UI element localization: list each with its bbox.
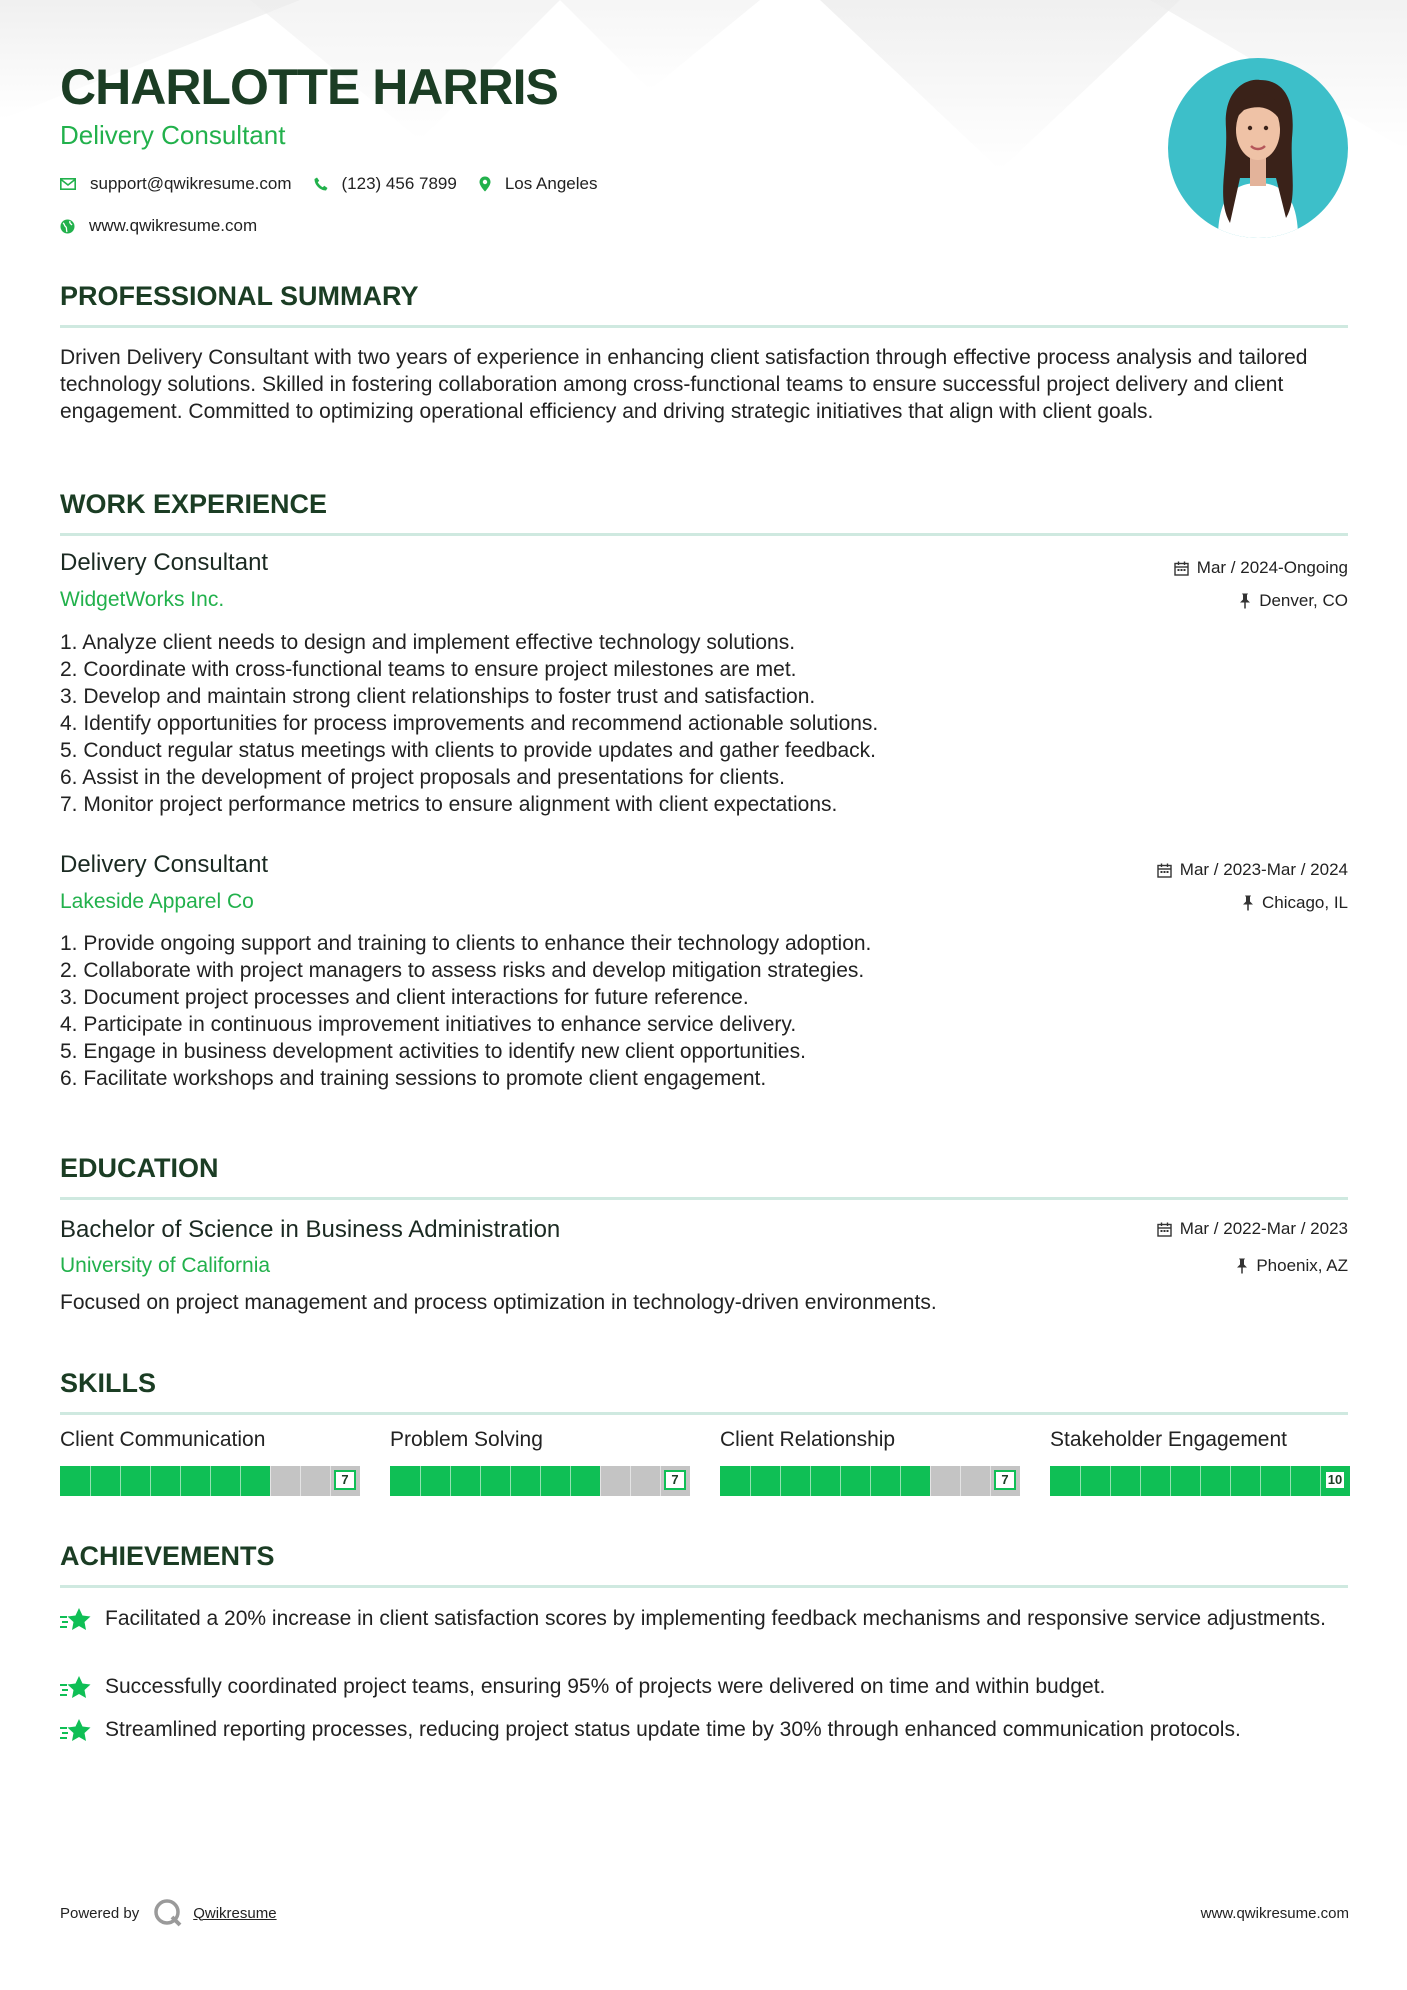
skill-name: Client Relationship: [720, 1428, 896, 1451]
section-heading-achievements: [60, 1541, 1348, 1572]
website-text: www.qwikresume.com: [89, 216, 258, 235]
list-item: 6. Assist in the development of project proposals and presentations for clients.: [60, 766, 785, 789]
calendar-icon: [1157, 1222, 1172, 1237]
skill-bar-segment: [1320, 1466, 1321, 1496]
skill-bar-segment: [900, 1466, 901, 1496]
profile-photo-illustration: [1168, 58, 1348, 238]
pin-icon: [1242, 895, 1254, 911]
list-item: 4. Identify opportunities for process improvements and recommend actionable solutions.: [60, 712, 879, 735]
email-text: support@qwikresume.com: [90, 174, 292, 193]
achievements-heading-text: ACHIEVEMENTS: [60, 1541, 275, 1571]
education-description: Focused on project management and process optimization in technology-driven environments.: [60, 1291, 937, 1314]
achievement-text: Successfully coordinated project teams, ensuring 95% of projects were delivered on time and within budget.: [105, 1675, 1106, 1698]
phone-icon: [314, 177, 328, 191]
skill-bar-segment: [750, 1466, 751, 1496]
globe-icon: [60, 219, 75, 234]
skill-name: Client Communication: [60, 1428, 266, 1451]
section-divider: [60, 1412, 1348, 1415]
skill-bar-segment: [510, 1466, 511, 1496]
job-dates-text: Mar / 2023-Mar / 2024: [1179, 860, 1348, 879]
skill-bar-segment: [1170, 1466, 1171, 1496]
job-title-1: Delivery Consultant: [60, 549, 269, 576]
experience-heading-text: WORK EXPERIENCE: [60, 489, 328, 519]
skill-bar-segment: [930, 1466, 931, 1496]
contact-email[interactable]: [60, 174, 292, 194]
calendar-icon: [1157, 863, 1172, 878]
list-item: 2. Collaborate with project managers to assess risks and develop mitigation strategies.: [60, 959, 865, 982]
skill-bar-segment: [600, 1466, 601, 1496]
skill-bar-segment: [660, 1466, 661, 1496]
job-location-1: [1239, 591, 1348, 611]
skill-level-value: 7: [334, 1470, 356, 1490]
skill-bar-segment: [90, 1466, 91, 1496]
skill-bar-segment: [210, 1466, 211, 1496]
contact-row-secondary: [60, 216, 279, 236]
skill-bar-segment: [420, 1466, 421, 1496]
list-item: 3. Document project processes and client interactions for future reference.: [60, 986, 749, 1009]
map-pin-icon: [479, 176, 491, 192]
skill-bar-segment: [1260, 1466, 1261, 1496]
section-heading-skills: [60, 1368, 1348, 1399]
skill-bar-segment: [120, 1466, 121, 1496]
skill-bar-segment: [1110, 1466, 1111, 1496]
skills-list: [60, 1428, 1348, 1496]
achievement-item: [60, 1716, 1348, 1744]
skill-level-value: 7: [994, 1470, 1016, 1490]
contact-website[interactable]: [60, 216, 257, 236]
education-location: [1236, 1256, 1348, 1276]
footer-website[interactable]: www.qwikresume.com: [1200, 1905, 1349, 1922]
skill-bar-segment: [840, 1466, 841, 1496]
achievement-item: [60, 1605, 1348, 1633]
phone-text: (123) 456 7899: [341, 174, 457, 193]
skill-bar-segment: [1140, 1466, 1141, 1496]
contact-location: [479, 174, 598, 194]
list-item: 2. Coordinate with cross-functional teams to ensure project milestones are met.: [60, 658, 797, 681]
skill-bar-segment: [1290, 1466, 1291, 1496]
contact-phone[interactable]: [314, 174, 457, 194]
pin-icon: [1236, 1258, 1248, 1274]
summary-text: Driven Delivery Consultant with two years of experience in enhancing client satisfaction through effective process analysis and tailored technology solutions. Skilled in fostering collaboration among cross-functional teams to ensure successful project delivery and client engagement. Committed to optimizing operational efficiency and driving strategic initiatives that align with client goals.: [60, 346, 1308, 423]
job-location-text: Denver, CO: [1259, 591, 1348, 610]
skill-item: [1050, 1428, 1350, 1496]
list-item: 4. Participate in continuous improvement initiatives to enhance service delivery.: [60, 1013, 797, 1036]
education-dates: [1157, 1219, 1348, 1239]
achievement-item: [60, 1673, 1348, 1701]
job-dates-text: Mar / 2024-Ongoing: [1196, 558, 1348, 577]
skill-bar-segment: [810, 1466, 811, 1496]
skill-bar-segment: [1230, 1466, 1231, 1496]
list-item: 7. Monitor project performance metrics to ensure alignment with client expectations.: [60, 793, 838, 816]
section-heading-summary: [60, 281, 1348, 312]
skill-item: [60, 1428, 360, 1496]
job-dates-2: [1157, 860, 1348, 880]
job-responsibilities-1: [60, 629, 1348, 818]
star-icon: [60, 1607, 92, 1633]
job-dates-1: [1174, 558, 1348, 578]
job-company-2: Lakeside Apparel Co: [60, 890, 254, 913]
qwikresume-logo-icon: [153, 1898, 183, 1928]
list-item: 6. Facilitate workshops and training sessions to promote client engagement.: [60, 1067, 767, 1090]
pin-icon: [1239, 593, 1251, 609]
education-school: University of California: [60, 1254, 271, 1277]
skill-level-fill: [720, 1466, 930, 1496]
skill-bar-segment: [240, 1466, 241, 1496]
location-text: Los Angeles: [504, 174, 598, 193]
skills-heading-text: SKILLS: [60, 1368, 157, 1398]
job-location-2: [1242, 893, 1348, 913]
skill-name: Problem Solving: [390, 1428, 543, 1451]
skill-bar-segment: [780, 1466, 781, 1496]
skill-bar-segment: [990, 1466, 991, 1496]
education-heading-text: EDUCATION: [60, 1153, 219, 1183]
section-heading-experience: [60, 489, 1348, 520]
list-item: 1. Provide ongoing support and training to clients to enhance their technology adoption.: [60, 932, 872, 955]
skill-bar-segment: [630, 1466, 631, 1496]
skill-bar-segment: [180, 1466, 181, 1496]
job-location-text: Chicago, IL: [1262, 893, 1348, 912]
education-location-text: Phoenix, AZ: [1256, 1256, 1348, 1275]
skill-name: Stakeholder Engagement: [1050, 1428, 1287, 1451]
skill-level-bar: [60, 1466, 360, 1496]
skill-bar-segment: [480, 1466, 481, 1496]
achievement-text: Facilitated a 20% increase in client satisfaction scores by implementing feedback mechanisms and responsive service adjustments.: [105, 1607, 1326, 1630]
skill-level-bar: [390, 1466, 690, 1496]
skill-bar-segment: [270, 1466, 271, 1496]
skill-bar-segment: [870, 1466, 871, 1496]
candidate-name: CHARLOTTE HARRIS: [60, 59, 558, 115]
education-dates-text: Mar / 2022-Mar / 2023: [1179, 1219, 1348, 1238]
list-item: 3. Develop and maintain strong client relationships to foster trust and satisfaction.: [60, 685, 816, 708]
skill-bar-segment: [300, 1466, 301, 1496]
job-company-1: WidgetWorks Inc.: [60, 588, 225, 611]
education-degree: Bachelor of Science in Business Administration: [60, 1216, 561, 1243]
skill-item: [390, 1428, 690, 1496]
skill-bar-segment: [1200, 1466, 1201, 1496]
contact-row-primary: [60, 174, 619, 194]
skill-level-value: 7: [664, 1470, 686, 1490]
list-item: 5. Conduct regular status meetings with clients to provide updates and gather feedback.: [60, 739, 876, 762]
section-heading-education: [60, 1153, 1348, 1184]
skill-bar-segment: [1080, 1466, 1081, 1496]
job-responsibilities-2: [60, 930, 1348, 1092]
footer-powered-by: [60, 1898, 277, 1928]
star-icon: [60, 1675, 92, 1701]
skill-bar-segment: [960, 1466, 961, 1496]
list-item: 5. Engage in business development activities to identify new client opportunities.: [60, 1040, 806, 1063]
achievement-text: Streamlined reporting processes, reducing project status update time by 30% through enhanced communication protocols.: [105, 1718, 1241, 1741]
skill-level-bar: [1050, 1466, 1350, 1496]
skill-item: [720, 1428, 1020, 1496]
skill-level-bar: [720, 1466, 1020, 1496]
qwikresume-link[interactable]: Qwikresume: [193, 1904, 277, 1922]
skill-bar-segment: [570, 1466, 571, 1496]
section-divider: [60, 1197, 1348, 1200]
envelope-icon: [60, 178, 76, 190]
candidate-title: Delivery Consultant: [60, 120, 286, 150]
skill-level-fill: [390, 1466, 600, 1496]
skill-bar-segment: [150, 1466, 151, 1496]
skill-level-fill: [60, 1466, 270, 1496]
skill-bar-segment: [450, 1466, 451, 1496]
summary-heading-text: PROFESSIONAL SUMMARY: [60, 281, 419, 311]
powered-by-text: Powered by: [60, 1904, 140, 1922]
skill-level-value: 10: [1324, 1470, 1346, 1490]
section-divider: [60, 1585, 1348, 1588]
skill-bar-segment: [540, 1466, 541, 1496]
profile-photo: [1168, 58, 1348, 238]
calendar-icon: [1174, 561, 1189, 576]
section-divider: [60, 533, 1348, 536]
list-item: 1. Analyze client needs to design and implement effective technology solutions.: [60, 631, 796, 654]
job-title-2: Delivery Consultant: [60, 851, 269, 878]
skill-bar-segment: [330, 1466, 331, 1496]
section-divider: [60, 325, 1348, 328]
star-icon: [60, 1718, 92, 1744]
